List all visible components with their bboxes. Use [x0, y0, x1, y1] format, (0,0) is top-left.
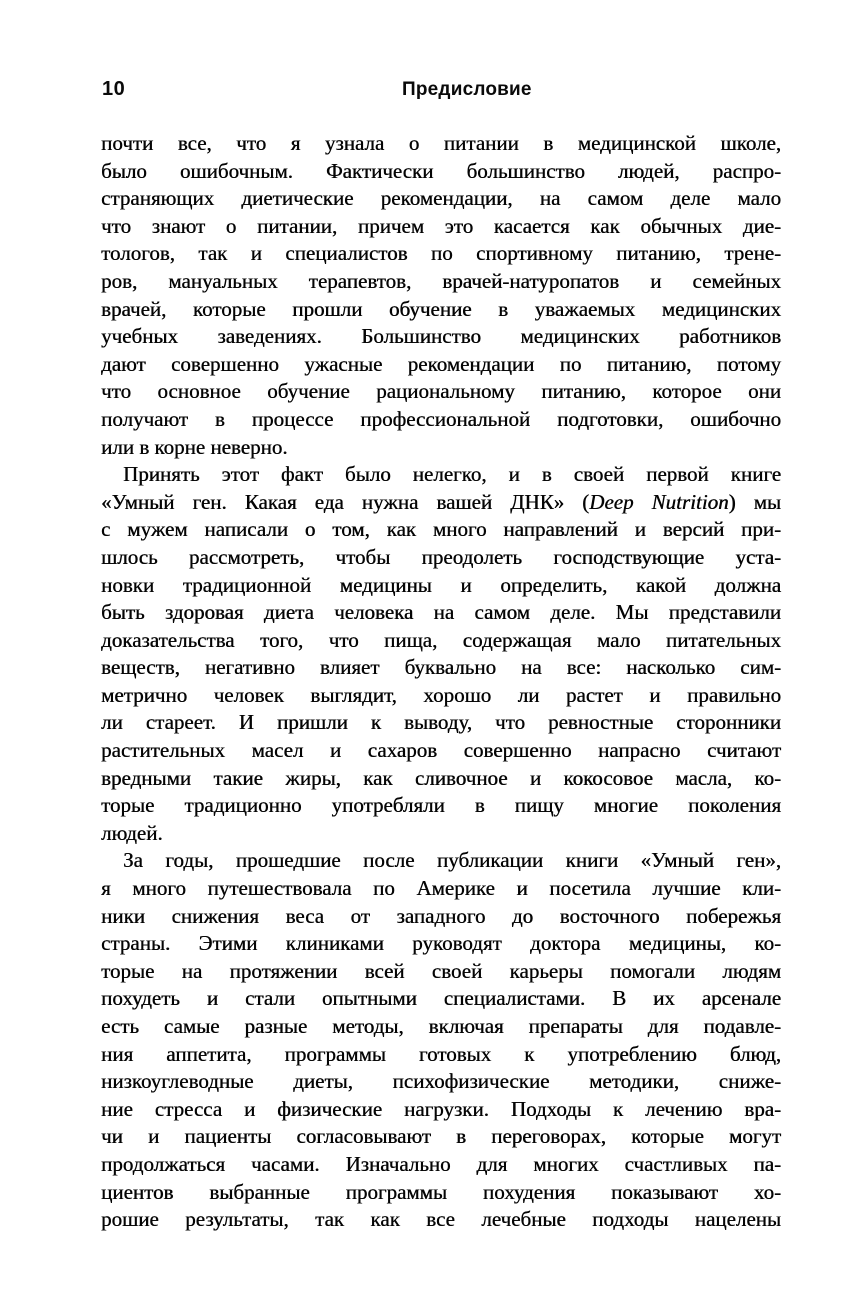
text-line: ров, мануальных терапевтов, врачей-натуропатов и семейных — [101, 268, 781, 293]
text-line: есть самые разные методы, включая препараты для подавле- — [101, 1014, 781, 1038]
text-line: было ошибочным. Фактически большинство людей, распро- — [101, 158, 781, 183]
page-number: 10 — [102, 78, 126, 100]
page-text — [101, 130, 781, 1234]
page-header — [0, 78, 844, 104]
paragraph — [101, 847, 781, 1233]
text-line: торые на протяжении всей своей карьеры помогали людям — [101, 958, 781, 983]
text-line: ники снижения веса от западного до восточного побережья — [101, 903, 781, 928]
text-line: чи и пациенты согласовывают в переговорах, которые могут — [101, 1124, 781, 1149]
text-line: врачей, которые прошли обучение в уважаемых медицинских — [101, 296, 781, 321]
text-line: страняющих диетические рекомендации, на самом деле мало — [101, 186, 781, 211]
text-line: вредными такие жиры, как сливочное и кокосовое масла, ко- — [101, 765, 781, 790]
text-line: «Умный ген. Какая еда нужна вашей ДНК» (Deep Nutrition) мы — [101, 489, 781, 514]
text-line: с мужем написали о том, как много направлений и версий при- — [101, 517, 781, 542]
text-line: я много путешествовала по Америке и посетила лучшие кли- — [101, 876, 781, 901]
text-line: похудеть и стали опытными специалистами. В их арсенале — [101, 986, 781, 1011]
text-line: что знают о питании, причем это касается как обычных дие- — [101, 213, 781, 238]
text-line: или в корне неверно. — [101, 434, 288, 459]
text-line: дают совершенно ужасные рекомендации по питанию, потому — [101, 351, 781, 376]
text-line: Принять этот факт было нелегко, и в своей первой книге — [123, 462, 781, 487]
text-line: циентов выбранные программы похудения показывают хо- — [101, 1179, 781, 1204]
text-line: получают в процессе профессиональной подготовки, ошибочно — [101, 406, 781, 431]
text-line: рошие результаты, так как все лечебные подходы нацелены — [101, 1207, 781, 1232]
header-title: Предисловие — [402, 79, 532, 100]
text-line: низкоуглеводные диеты, психофизические методики, сниже- — [101, 1069, 781, 1094]
text-line: учебных заведениях. Большинство медицинских работников — [101, 324, 781, 349]
text-line: шлось рассмотреть, чтобы преодолеть господствующие уста- — [101, 544, 781, 569]
text-line: страны. Этими клиниками руководят доктора медицины, ко- — [101, 931, 781, 956]
text-line: торые традиционно употребляли в пищу многие поколения — [101, 793, 781, 818]
text-line: ли стареет. И пришли к выводу, что ревностные сторонники — [101, 710, 781, 735]
text-line: людей. — [101, 820, 163, 845]
text-line: ние стресса и физические нагрузки. Подходы к лечению вра- — [101, 1096, 781, 1121]
text-line: продолжаться часами. Изначально для многих счастливых па- — [101, 1151, 781, 1176]
paragraph — [101, 461, 781, 847]
text-line: растительных масел и сахаров совершенно напрасно считают — [101, 738, 781, 763]
text-line: что основное обучение рациональному питанию, которое они — [101, 379, 781, 404]
paragraph — [101, 130, 781, 461]
text-line: ния аппетита, программы готовых к употреблению блюд, — [101, 1041, 781, 1066]
italic-book-title: Deep Nutrition — [589, 489, 729, 514]
text-line: быть здоровая диета человека на самом деле. Мы представили — [101, 600, 781, 625]
text-line: метрично человек выглядит, хорошо ли растет и правильно — [101, 682, 781, 707]
text-line: новки традиционной медицины и определить, какой должна — [101, 572, 781, 597]
text-line: доказательства того, что пища, содержащая мало питательных — [101, 627, 781, 652]
text-line: За годы, прошедшие после публикации книги «Умный ген», — [123, 848, 781, 873]
text-line: веществ, негативно влияет буквально на все: насколько сим- — [101, 655, 781, 680]
text-line: тологов, так и специалистов по спортивному питанию, трене- — [101, 241, 781, 266]
text-line: почти все, что я узнала о питании в медицинской школе, — [101, 131, 781, 155]
